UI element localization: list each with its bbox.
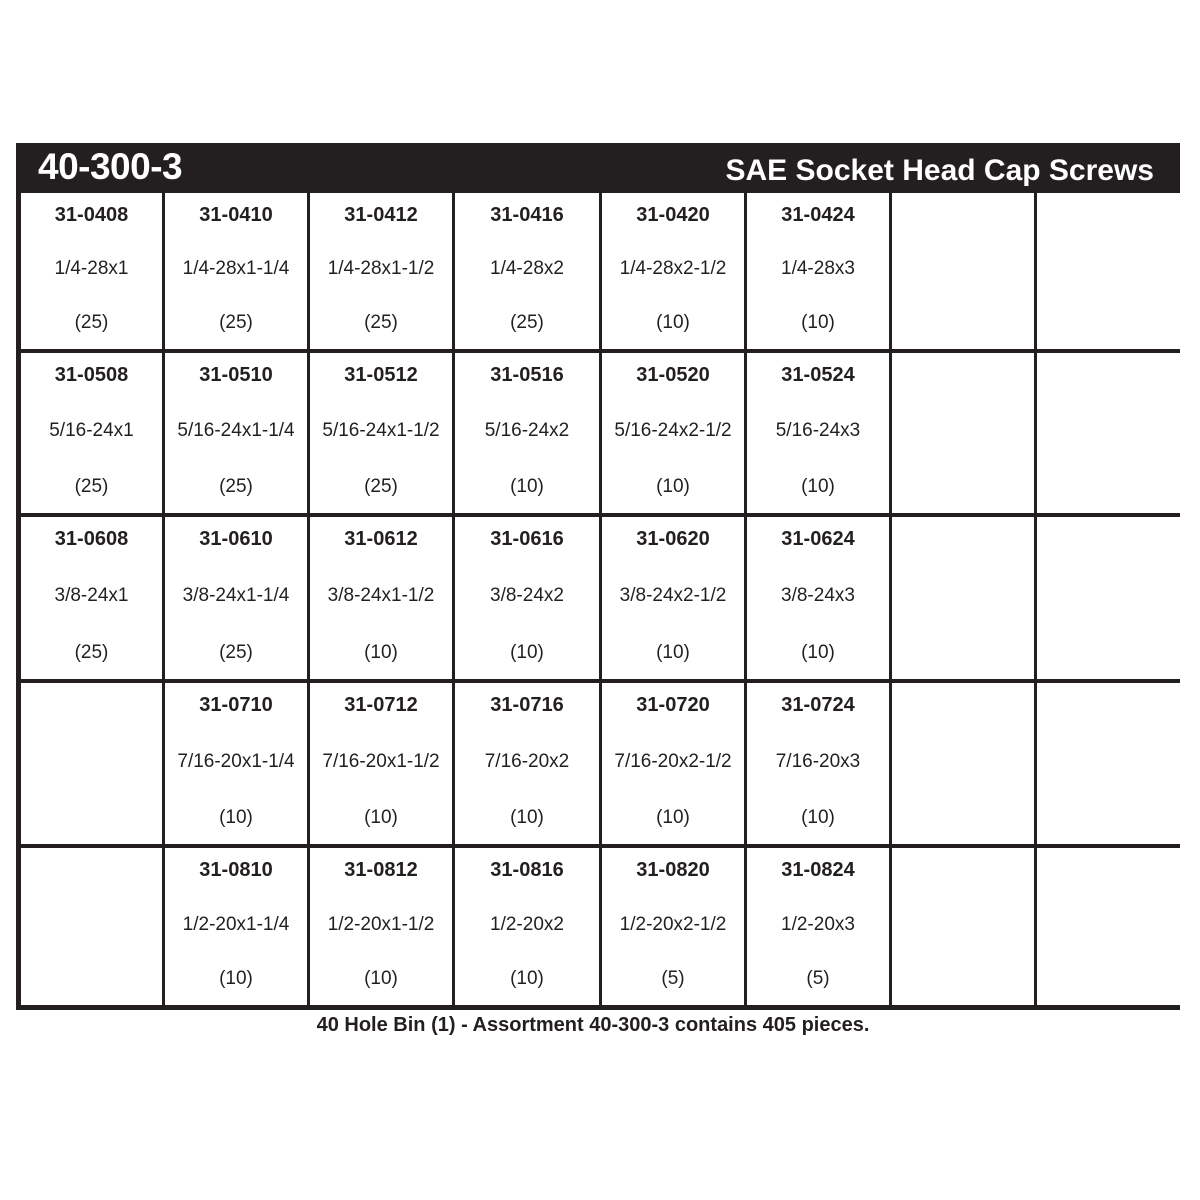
quantity: (25) <box>364 476 398 497</box>
part-number: 31-0616 <box>490 528 564 550</box>
quantity: (10) <box>656 312 690 333</box>
bin-cell <box>21 353 162 513</box>
empty-bin-cell <box>1037 193 1180 349</box>
bin-cell <box>747 848 889 1005</box>
bin-cell <box>602 353 744 513</box>
part-number: 31-0510 <box>199 364 273 386</box>
part-number: 31-0812 <box>344 859 418 881</box>
screw-size: 1/4-28x2 <box>490 258 564 279</box>
part-number: 31-0710 <box>199 694 273 716</box>
quantity: (10) <box>510 642 544 663</box>
quantity: (10) <box>510 476 544 497</box>
bin-cell <box>165 517 307 679</box>
bin-cell <box>747 517 889 679</box>
bin-cell <box>310 517 452 679</box>
bin-cell <box>165 848 307 1005</box>
screw-size: 3/8-24x2 <box>490 585 564 606</box>
quantity: (25) <box>74 642 109 663</box>
part-number: 31-0420 <box>636 204 710 226</box>
screw-size: 5/16-24x2-1/2 <box>614 420 732 441</box>
quantity: (10) <box>510 807 544 828</box>
screw-size: 1/4-28x1-1/2 <box>327 258 435 279</box>
assortment-title: SAE Socket Head Cap Screws <box>725 154 1154 187</box>
quantity: (10) <box>364 642 398 663</box>
quantity: (10) <box>801 807 835 828</box>
quantity: (25) <box>219 476 253 497</box>
bin-cell <box>165 353 307 513</box>
screw-size: 7/16-20x1-1/4 <box>177 750 295 772</box>
part-number: 31-0820 <box>636 859 710 881</box>
part-number: 31-0620 <box>636 528 710 550</box>
bin-cell <box>455 193 599 349</box>
empty-bin-cell <box>21 848 162 1005</box>
quantity: (10) <box>510 968 544 989</box>
bin-cell <box>602 683 744 844</box>
bin-grid <box>21 193 1175 1005</box>
bin-cell <box>602 848 744 1005</box>
screw-size: 1/4-28x2-1/2 <box>619 258 727 279</box>
part-number: 31-0712 <box>344 694 418 716</box>
bin-cell <box>310 683 452 844</box>
quantity: (10) <box>219 807 253 828</box>
screw-size: 5/16-24x3 <box>775 420 861 441</box>
screw-size: 3/8-24x3 <box>781 585 855 606</box>
screw-size: 1/2-20x1-1/2 <box>327 913 435 935</box>
empty-bin-cell <box>892 353 1034 513</box>
empty-bin-cell <box>892 683 1034 844</box>
screw-size: 7/16-20x2 <box>484 750 570 772</box>
part-number: 31-0520 <box>636 364 710 386</box>
quantity: (25) <box>219 642 253 663</box>
empty-bin-cell <box>1037 683 1180 844</box>
screw-size: 5/16-24x1-1/2 <box>322 420 440 441</box>
screw-size: 3/8-24x1-1/4 <box>182 585 290 606</box>
empty-bin-cell <box>21 683 162 844</box>
part-number: 31-0508 <box>54 364 129 386</box>
part-number: 31-0524 <box>781 364 855 386</box>
empty-bin-cell <box>892 517 1034 679</box>
part-number: 31-0816 <box>490 859 564 881</box>
bin-cell <box>455 517 599 679</box>
quantity: (5) <box>806 968 830 989</box>
bin-cell <box>747 683 889 844</box>
empty-bin-cell <box>892 848 1034 1005</box>
part-number: 31-0824 <box>781 859 855 881</box>
part-number: 31-0720 <box>636 694 710 716</box>
screw-size: 1/4-28x1-1/4 <box>182 258 290 279</box>
part-number: 31-0424 <box>781 204 855 226</box>
bin-chart <box>16 143 1180 1010</box>
quantity: (10) <box>801 312 835 333</box>
quantity: (10) <box>801 476 835 497</box>
assortment-number: 40-300-3 <box>38 146 183 187</box>
quantity: (10) <box>656 476 690 497</box>
bin-cell <box>747 193 889 349</box>
bin-cell <box>21 193 162 349</box>
quantity: (10) <box>364 807 398 828</box>
quantity: (10) <box>801 642 835 663</box>
empty-bin-cell <box>1037 848 1180 1005</box>
part-number: 31-0716 <box>490 694 564 716</box>
quantity: (25) <box>510 312 544 333</box>
part-number: 31-0410 <box>199 204 273 226</box>
bin-cell <box>455 848 599 1005</box>
quantity: (25) <box>74 476 109 497</box>
screw-size: 7/16-20x3 <box>775 750 861 772</box>
quantity: (5) <box>661 968 685 989</box>
part-number: 31-0512 <box>344 364 418 386</box>
bin-cell <box>165 683 307 844</box>
chart-header <box>16 143 1180 191</box>
quantity: (10) <box>364 968 398 989</box>
bin-cell <box>165 193 307 349</box>
screw-size: 1/4-28x1 <box>54 258 129 279</box>
quantity: (25) <box>219 312 253 333</box>
screw-size: 1/2-20x3 <box>781 913 855 935</box>
part-number: 31-0610 <box>199 528 273 550</box>
part-number: 31-0810 <box>199 859 273 881</box>
screw-size: 5/16-24x2 <box>484 420 570 441</box>
screw-size: 7/16-20x2-1/2 <box>614 750 732 772</box>
part-number: 31-0608 <box>54 528 129 550</box>
screw-size: 5/16-24x1-1/4 <box>177 420 295 441</box>
part-number: 31-0408 <box>54 204 129 226</box>
screw-size: 1/4-28x3 <box>781 258 855 279</box>
part-number: 31-0412 <box>344 204 418 226</box>
empty-bin-cell <box>892 193 1034 349</box>
part-number: 31-0416 <box>490 204 564 226</box>
bin-cell <box>455 683 599 844</box>
screw-size: 3/8-24x2-1/2 <box>619 585 727 606</box>
part-number: 31-0516 <box>490 364 564 386</box>
bin-cell <box>455 353 599 513</box>
bin-cell <box>602 517 744 679</box>
screw-size: 3/8-24x1 <box>54 585 129 606</box>
bin-cell <box>21 517 162 679</box>
empty-bin-cell <box>1037 353 1180 513</box>
bin-cell <box>310 193 452 349</box>
screw-size: 7/16-20x1-1/2 <box>322 750 440 772</box>
bin-cell <box>602 193 744 349</box>
screw-size: 1/2-20x2 <box>490 913 564 935</box>
screw-size: 1/2-20x1-1/4 <box>182 913 290 935</box>
quantity: (10) <box>219 968 253 989</box>
part-number: 31-0624 <box>781 528 855 550</box>
part-number: 31-0724 <box>781 694 855 716</box>
bin-cell <box>310 848 452 1005</box>
screw-size: 3/8-24x1-1/2 <box>327 585 435 606</box>
empty-bin-cell <box>1037 517 1180 679</box>
assortment-footer-note: 40 Hole Bin (1) - Assortment 40-300-3 contains 405 pieces. <box>316 1014 870 1036</box>
screw-size: 1/2-20x2-1/2 <box>619 913 727 935</box>
screw-size: 5/16-24x1 <box>49 420 134 441</box>
quantity: (10) <box>656 807 690 828</box>
quantity: (25) <box>364 312 398 333</box>
bin-cell <box>310 353 452 513</box>
bin-cell <box>747 353 889 513</box>
part-number: 31-0612 <box>344 528 418 550</box>
quantity: (25) <box>74 312 109 333</box>
quantity: (10) <box>656 642 690 663</box>
